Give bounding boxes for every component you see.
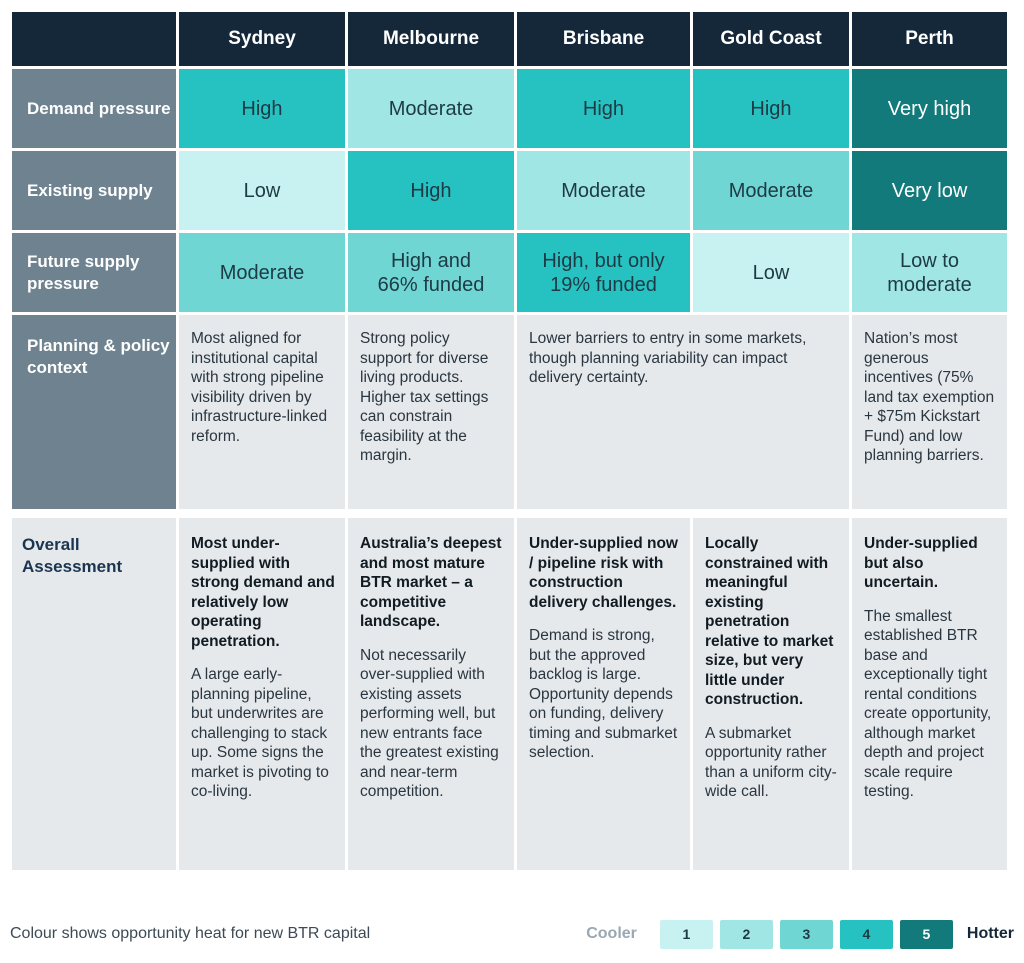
assessment-cell-perth <box>852 518 1010 873</box>
row-label-demand-pressure: Demand pressure <box>12 69 179 151</box>
assessment-cell-melbourne <box>348 518 517 873</box>
row-overall-assessment <box>12 518 1010 873</box>
row-demand-pressure <box>12 69 1010 151</box>
policy-text-melbourne: Strong policy support for diverse living products. Higher tax settings can constrain feasibility at the margin. <box>348 315 517 512</box>
legend-hotter-label: Hotter <box>966 925 1014 942</box>
heat-cell: Very high <box>852 69 1010 151</box>
column-header-melbourne: Melbourne <box>348 12 517 69</box>
header-corner <box>12 12 179 69</box>
heat-cell: Very low <box>852 151 1010 233</box>
column-header-brisbane: Brisbane <box>517 12 693 69</box>
column-header-perth: Perth <box>852 12 1010 69</box>
assessment-headline: Locally constrained with meaningful existing penetration relative to market size, but very little under construction. <box>705 535 834 708</box>
heat-cell: Moderate <box>348 69 517 151</box>
heat-cell: High, but only 19% funded <box>517 233 693 315</box>
heat-cell: Moderate <box>179 233 348 315</box>
assessment-cell-sydney <box>179 518 348 873</box>
heat-cell: Moderate <box>693 151 852 233</box>
row-label-overall-assessment <box>12 518 179 873</box>
row-future-supply-pressure <box>12 233 1010 315</box>
assessment-body: Demand is strong, but the approved backlog is large. Opportunity depends on funding, delivery timing and submarket selection. <box>529 627 678 761</box>
row-existing-supply <box>12 151 1010 233</box>
legend-swatch-3: 3 <box>780 920 833 949</box>
heat-cell: High <box>179 69 348 151</box>
assessment-headline: Under-supplied now / pipeline risk with construction delivery challenges. <box>529 535 678 611</box>
assessment-cell-gold-coast <box>693 518 852 873</box>
heat-cell: Low <box>693 233 852 315</box>
legend-cooler-label: Cooler <box>586 925 637 942</box>
policy-text-perth: Nation’s most generous incentives (75% land tax exemption + $75m Kickstart Fund) and low planning barriers. <box>852 315 1010 512</box>
heat-cell: Low <box>179 151 348 233</box>
legend-swatch-1: 1 <box>660 920 713 949</box>
heat-legend <box>586 920 1014 949</box>
row-planning-policy <box>12 315 1010 512</box>
assessment-cell-brisbane <box>517 518 693 873</box>
assessment-headline: Australia’s deepest and most mature BTR market – a competitive landscape. <box>360 535 502 630</box>
row-label-future-supply-pressure: Future supply pressure <box>12 233 179 315</box>
policy-text-brisbane-gold-coast: Lower barriers to entry in some markets, though planning variability can impact delivery certainty. <box>517 315 852 512</box>
assessment-body: A large early-planning pipeline, but underwrites are challenging to stack up. Some signs the market is pivoting to co-living. <box>191 666 329 800</box>
heat-cell: Moderate <box>517 151 693 233</box>
heat-cell: High <box>693 69 852 151</box>
heat-cell: High <box>517 69 693 151</box>
btr-market-comparison-table <box>12 12 1010 873</box>
row-label-planning-policy: Planning & policy context <box>12 315 179 512</box>
legend-swatch-5: 5 <box>900 920 953 949</box>
assessment-body: Not necessarily over-supplied with existing assets performing well, but new entrants face the greatest existing and near-term competition. <box>360 646 499 800</box>
heat-cell: Low to moderate <box>852 233 1010 315</box>
heat-cell: High and 66% funded <box>348 233 517 315</box>
header-row <box>12 12 1010 69</box>
column-header-sydney: Sydney <box>179 12 348 69</box>
assessment-body: A submarket opportunity rather than a uniform city-wide call. <box>705 724 837 800</box>
assessment-headline: Under-supplied but also uncertain. <box>864 535 978 591</box>
footer <box>10 918 1014 950</box>
row-label-existing-supply: Existing supply <box>12 151 179 233</box>
policy-text-sydney: Most aligned for institutional capital with strong pipeline visibility driven by infrastructure-linked reform. <box>179 315 348 512</box>
column-header-gold-coast: Gold Coast <box>693 12 852 69</box>
assessment-body: The smallest established BTR base and exceptionally tight rental conditions create opportunity, although market depth and project scale require testing. <box>864 607 992 800</box>
assessment-headline: Most under-supplied with strong demand and relatively low operating penetration. <box>191 535 335 650</box>
legend-swatch-4: 4 <box>840 920 893 949</box>
overall-assessment-label: Overall Assessment <box>22 535 123 576</box>
heat-cell: High <box>348 151 517 233</box>
legend-swatch-2: 2 <box>720 920 773 949</box>
heat-footnote: Colour shows opportunity heat for new BTR capital <box>10 925 371 942</box>
